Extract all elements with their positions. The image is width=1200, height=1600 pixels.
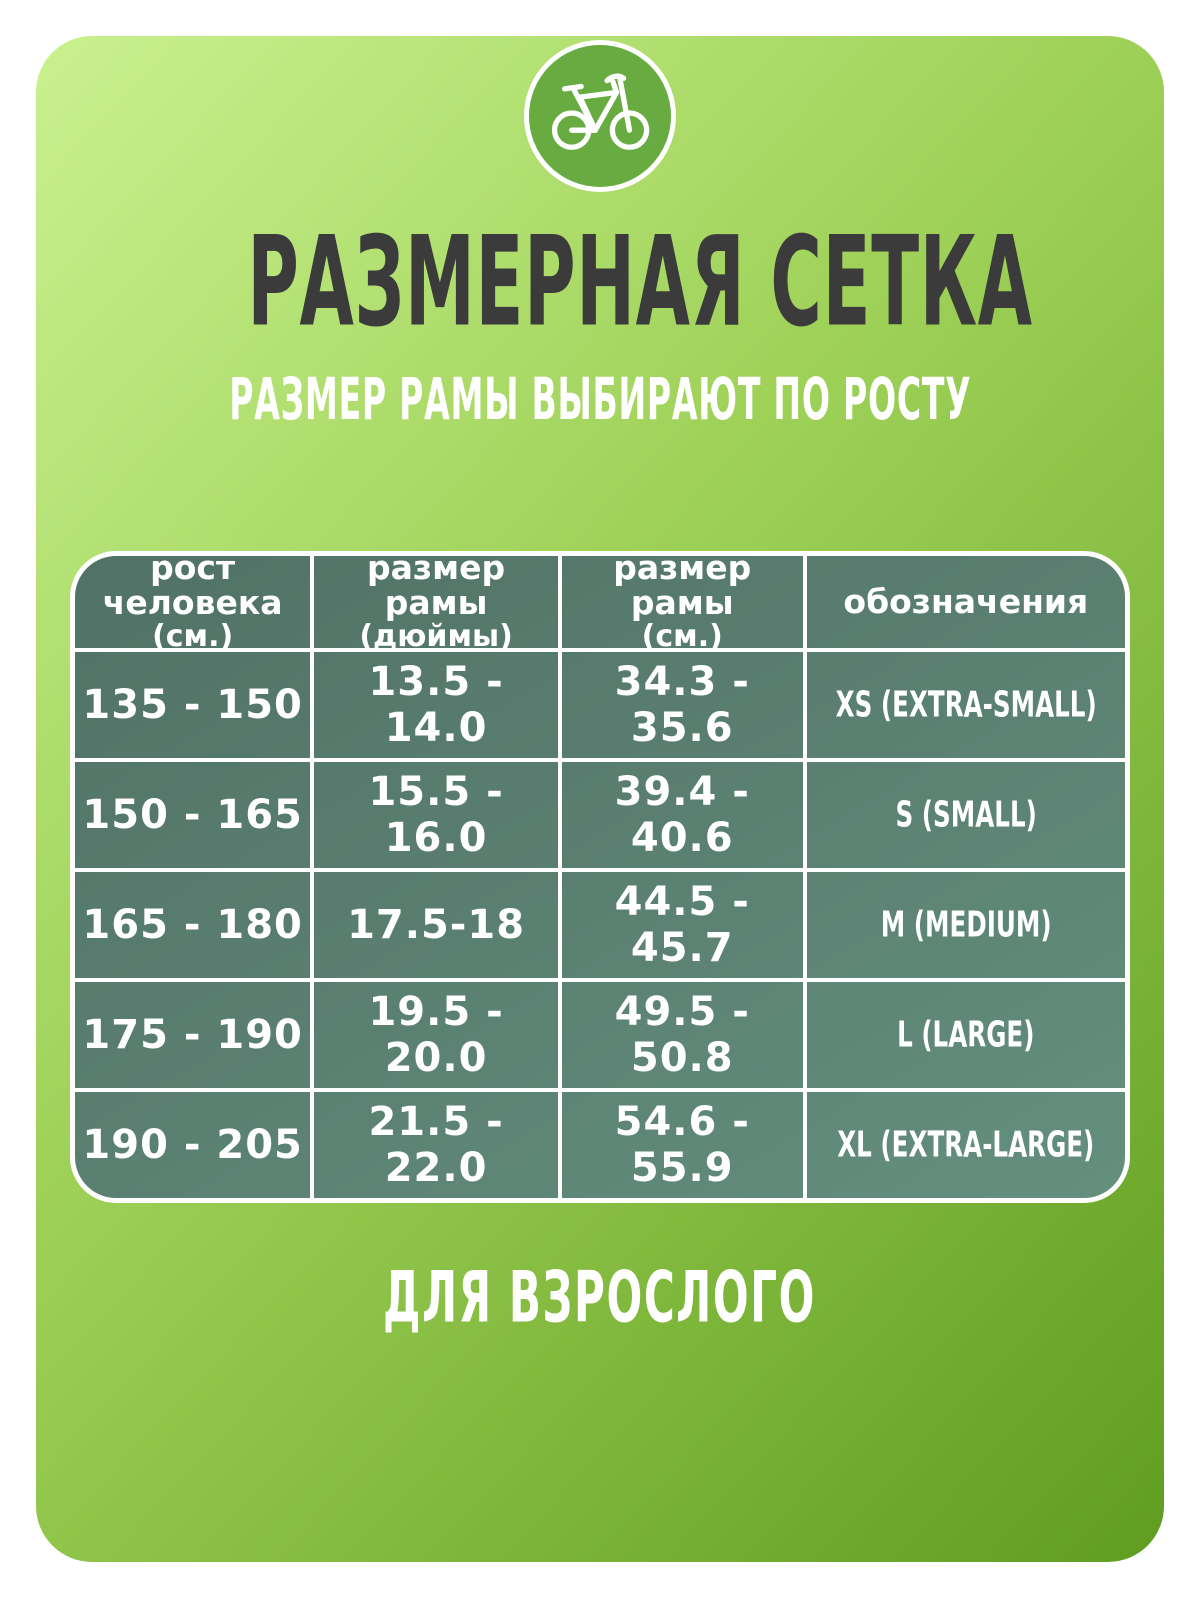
header-designation (803, 556, 1125, 648)
table-row (75, 1088, 310, 1198)
cell-frame-inches: 15.5 - 16.0 (368, 769, 504, 861)
header-line1: обозначения (843, 581, 1089, 621)
cell-size-label: M (MEDIUM) (880, 904, 1052, 946)
page-title (36, 210, 1164, 355)
cell-frame-inches: 13.5 - 14.0 (368, 659, 504, 751)
header-frame-cm (558, 551, 803, 655)
table-row (310, 978, 558, 1088)
cell-height: 190 - 205 (82, 1122, 303, 1168)
cell-frame-inches: 19.5 - 20.0 (368, 989, 504, 1081)
cell-frame-cm: 49.5 - 50.8 (614, 989, 750, 1081)
table-row (75, 758, 310, 868)
page-title-text: РАЗМЕРНАЯ СЕТКА (247, 210, 1033, 355)
cell-frame-inches: 17.5-18 (347, 902, 526, 948)
table-row (803, 648, 1125, 758)
cell-height: 135 - 150 (82, 682, 303, 728)
header-line1: размер рамы (367, 551, 506, 622)
cell-frame-cm: 34.3 - 35.6 (614, 659, 750, 751)
table-row (803, 758, 1125, 868)
cell-size-label: XL (EXTRA-LARGE) (837, 1124, 1095, 1166)
table-row (75, 868, 310, 978)
cell-height: 165 - 180 (82, 902, 303, 948)
size-chart-card (36, 36, 1164, 1562)
cell-frame-inches: 21.5 - 22.0 (368, 1099, 504, 1191)
cell-frame-cm: 54.6 - 55.9 (614, 1099, 750, 1191)
table-row (558, 648, 803, 758)
header-height-cm (75, 551, 310, 655)
header-line2: (см.) (641, 619, 723, 655)
header-line1: размер рамы (613, 551, 752, 622)
audience-label (36, 1256, 1164, 1339)
cell-frame-cm: 44.5 - 45.7 (614, 879, 750, 971)
cell-size-label: L (LARGE) (897, 1014, 1035, 1056)
table-row (803, 868, 1125, 978)
table-row (803, 978, 1125, 1088)
table-row (75, 978, 310, 1088)
bicycle-icon-glyph (541, 57, 659, 175)
header-frame-inches (310, 551, 558, 655)
table-row (310, 648, 558, 758)
header-line2: (см.) (152, 619, 234, 655)
audience-label-text: ДЛЯ ВЗРОСЛОГО (383, 1256, 817, 1339)
cell-frame-cm: 39.4 - 40.6 (614, 769, 750, 861)
table-row (310, 1088, 558, 1198)
cell-height: 150 - 165 (82, 792, 303, 838)
table-row (558, 758, 803, 868)
cell-size-label: S (SMALL) (895, 794, 1037, 836)
bicycle-icon (524, 40, 676, 192)
table-row (558, 868, 803, 978)
header-line2: (дюймы) (359, 619, 513, 655)
cell-height: 175 - 190 (82, 1012, 303, 1058)
header-line1: рост человека (102, 551, 283, 622)
table-row (310, 758, 558, 868)
table-row (803, 1088, 1125, 1198)
page-subtitle (36, 365, 1164, 433)
table-row (75, 648, 310, 758)
table-row (558, 978, 803, 1088)
table-row (310, 868, 558, 978)
table-row (558, 1088, 803, 1198)
cell-size-label: XS (EXTRA-SMALL) (835, 684, 1097, 726)
size-table (70, 551, 1130, 1203)
page-subtitle-text: РАЗМЕР РАМЫ ВЫБИРАЮТ ПО РОСТУ (228, 365, 972, 433)
